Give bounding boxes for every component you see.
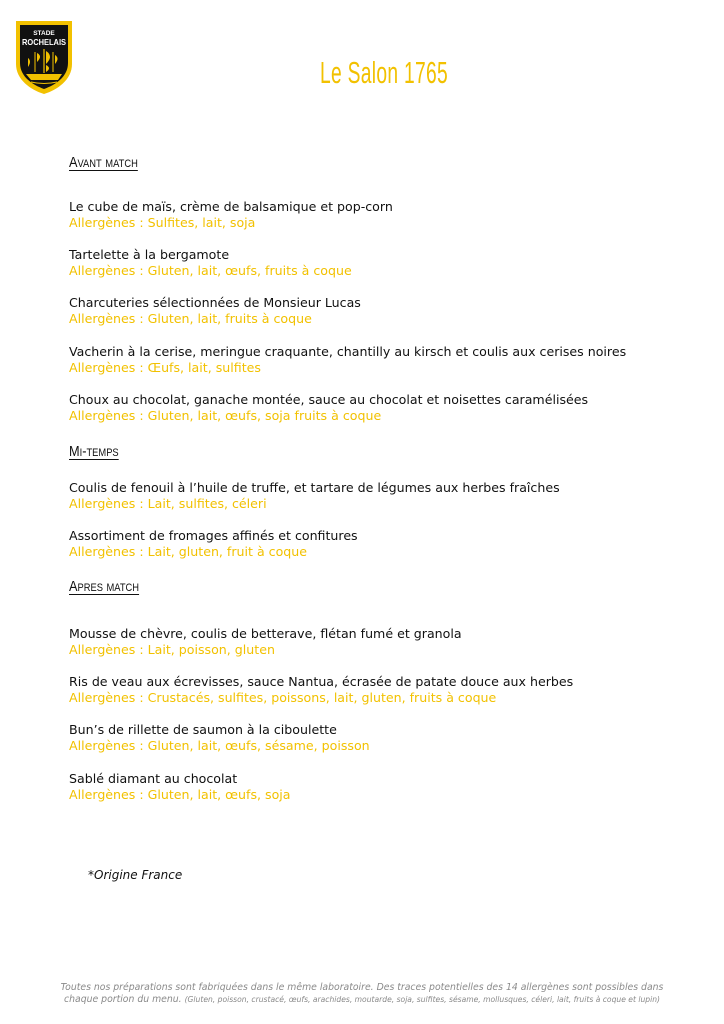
section-title-apres-match: Apres match bbox=[69, 578, 140, 595]
menu-item bbox=[69, 344, 709, 376]
dish-name: Le cube de maïs, crème de balsamique et pop-corn bbox=[69, 199, 393, 214]
menu-item bbox=[69, 199, 709, 231]
menu-item bbox=[69, 247, 709, 279]
dish-name: Mousse de chèvre, coulis de betterave, flétan fumé et granola bbox=[69, 626, 462, 641]
menu-item bbox=[69, 674, 709, 706]
dish-allergens: Allergènes : Lait, sulfites, céleri bbox=[69, 496, 267, 511]
dish-name: Bun’s de rillette de saumon à la ciboulette bbox=[69, 722, 337, 737]
dish-allergens: Allergènes : Gluten, lait, œufs, soja bbox=[69, 787, 291, 802]
page-title: Le Salon 1765 bbox=[320, 55, 449, 90]
dish-allergens: Allergènes : Gluten, lait, œufs, soja fruits à coque bbox=[69, 408, 382, 423]
section-title-mi-temps: Mi-temps bbox=[69, 443, 119, 460]
footer-line-1: Toutes nos préparations sont fabriquées dans le même laboratoire. Des traces potentielles des 14 allergènes sont possibles dans bbox=[60, 982, 664, 993]
logo-main-text: ROCHELAIS bbox=[22, 38, 67, 47]
menu-item bbox=[69, 528, 709, 560]
menu-item bbox=[69, 722, 709, 754]
menu-item bbox=[69, 626, 709, 658]
dish-allergens: Allergènes : Œufs, lait, sulfites bbox=[69, 360, 261, 375]
dish-allergens: Allergènes : Lait, poisson, gluten bbox=[69, 642, 275, 657]
stade-rochelais-logo bbox=[13, 18, 75, 96]
menu-item bbox=[69, 392, 709, 424]
section-title-avant-match: Avant match bbox=[69, 154, 138, 171]
footer-line-2-text: chaque portion du menu. bbox=[64, 994, 182, 1005]
logo-top-text: STADE bbox=[33, 30, 55, 37]
menu-item bbox=[69, 295, 709, 327]
dish-name: Tartelette à la bergamote bbox=[69, 247, 230, 262]
dish-name: Sablé diamant au chocolat bbox=[69, 771, 238, 786]
menu-item bbox=[69, 480, 709, 512]
dish-allergens: Allergènes : Gluten, lait, œufs, sésame, poisson bbox=[69, 738, 370, 753]
dish-allergens: Allergènes : Crustacés, sulfites, poissons, lait, gluten, fruits à coque bbox=[69, 690, 497, 705]
dish-allergens: Allergènes : Sulfites, lait, soja bbox=[69, 215, 256, 230]
dish-allergens: Allergènes : Gluten, lait, fruits à coque bbox=[69, 311, 312, 326]
dish-allergens: Allergènes : Lait, gluten, fruit à coque bbox=[69, 544, 308, 559]
dish-name: Choux au chocolat, ganache montée, sauce au chocolat et noisettes caramélisées bbox=[69, 392, 589, 407]
origin-note: *Origine France bbox=[88, 868, 183, 882]
dish-name: Coulis de fenouil à l’huile de truffe, et tartare de légumes aux herbes fraîches bbox=[69, 480, 560, 495]
footer-allergen-list: (Gluten, poisson, crustacé, œufs, arachides, moutarde, soja, sulfites, sésame, mollusques, céleri, lait, fruits à coque et lupin) bbox=[184, 995, 660, 1004]
footer-line-2 bbox=[40, 994, 684, 1006]
dish-name: Vacherin à la cerise, meringue craquante, chantilly au kirsch et coulis aux cerises noires bbox=[69, 344, 627, 359]
dish-allergens: Allergènes : Gluten, lait, œufs, fruits à coque bbox=[69, 263, 352, 278]
menu-item bbox=[69, 771, 709, 803]
dish-name: Ris de veau aux écrevisses, sauce Nantua, écrasée de patate douce aux herbes bbox=[69, 674, 574, 689]
dish-name: Charcuteries sélectionnées de Monsieur Lucas bbox=[69, 295, 361, 310]
allergen-footer-note bbox=[40, 982, 684, 1006]
dish-name: Assortiment de fromages affinés et confitures bbox=[69, 528, 358, 543]
